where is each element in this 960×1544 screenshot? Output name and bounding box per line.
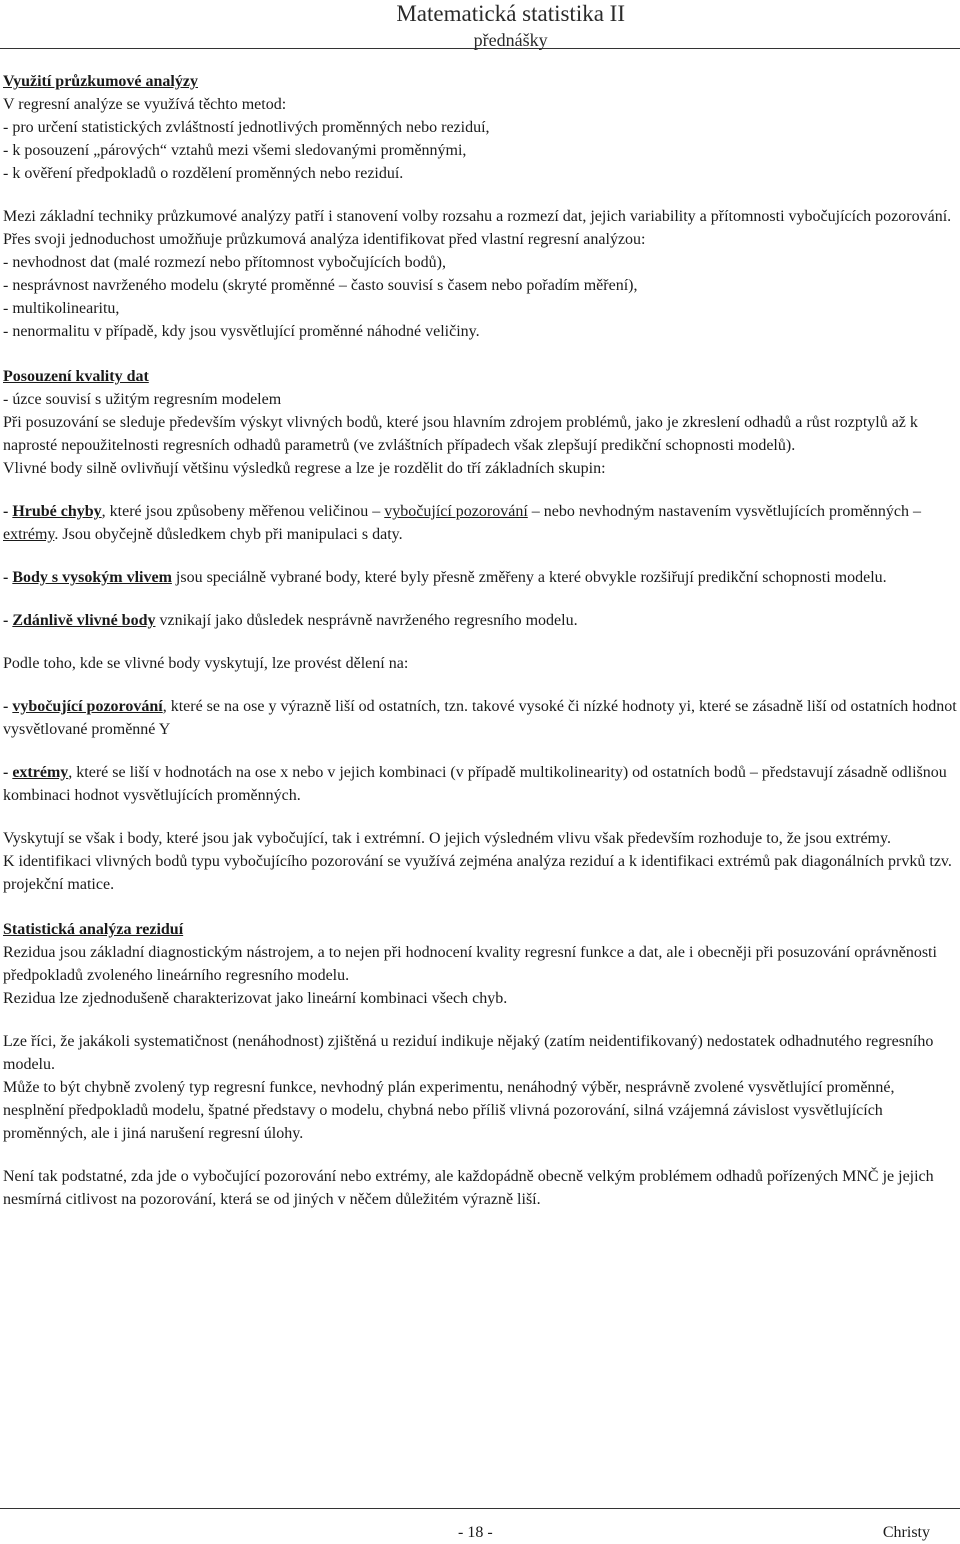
paragraph: Podle toho, kde se vlivné body vyskytují, lze provést dělení na: [3,655,409,672]
list-item: - k posouzení „párových“ vztahů mezi všemi sledovanými proměnnými, [3,142,467,159]
footer-author: Christy [882,1524,930,1541]
section-heading: Posouzení kvality dat [3,368,149,385]
term: Hrubé chyby [12,503,102,520]
division-item: - extrémy, které se liší v hodnotách na ose x nebo v jejich kombinaci (v případě multikolinearity) od ostatních bodů – představují zásadně odlišnou kombinaci hodnot vysvětlujících proměnných. [3,764,947,804]
paragraph: Mezi základní techniky průzkumové analýzy patří i stanovení volby rozsahu a rozmezí dat, jejich variability a přítomnosti vybočujících pozorování. [3,208,952,225]
footer-divider [0,1508,960,1509]
paragraph: Vyskytují se však i body, které jsou jak vybočující, tak i extrémní. O jejich výsledném vlivu však především rozhoduje to, že jsou extrémy. [3,830,891,847]
paragraph: Přes svoji jednoduchost umožňuje průzkumová analýza identifikovat před vlastní regresní analýzou: [3,231,646,248]
section-heading: Využití průzkumové analýzy [3,73,198,90]
paragraph: Vlivné body silně ovlivňují většinu výsledků regrese a lze je rozdělit do tří základních skupin: [3,460,606,477]
header-subtitle: přednášky [473,30,548,50]
paragraph: V regresní analýze se využívá těchto metod: [3,96,287,113]
paragraph: Rezidua lze zjednodušeně charakterizovat jako lineární kombinaci všech chyb. [3,990,508,1007]
paragraph: Rezidua jsou základní diagnostickým nástrojem, a to nejen při hodnocení kvality regresní funkce a dat, ale i obecněji při posuzování oprávněnosti předpokladů zvoleného lineárního regresního modelu. [3,944,937,984]
page-header [396,0,625,51]
paragraph: Není tak podstatné, zda jde o vybočující pozorování nebo extrémy, ale každopádně obecně velkým problémem odhadů pořízených MNČ je jejich nesmírná citlivost na pozorování, která se od jiných v něčem důležitém výrazně liší. [3,1168,934,1208]
header-divider [0,48,960,49]
group-item: - Zdánlivě vlivné body vznikají jako důsledek nesprávně navrženého regresního modelu. [3,612,578,629]
header-title: Matematická statistika II [396,1,625,26]
term: vybočující pozorování [12,698,163,715]
group-item: - Body s vysokým vlivem jsou speciálně vybrané body, které byly přesně změřeny a které obvykle rozšiřují predikční schopnosti modelu. [3,569,887,586]
term: extrémy [12,764,69,781]
group-item: - Hrubé chyby, které jsou způsobeny měřenou veličinou – vybočující pozorování – nebo nevhodným nastavením vysvětlujících proměnných – extrémy. Jsou obyčejně důsledkem chyb při manipulaci s daty. [3,503,922,543]
list-item: - pro určení statistických zvláštností jednotlivých proměnných nebo reziduí, [3,119,490,136]
list-item: - nevhodnost dat (malé rozmezí nebo přítomnost vybočujících bodů), [3,254,446,271]
term-link: vybočující pozorování [384,503,528,520]
term-link: extrémy [3,526,55,543]
term: Body s vysokým vlivem [12,569,172,586]
paragraph: Lze říci, že jakákoli systematičnost (nenáhodnost) zjištěná u reziduí indikuje nějaký (zatím neidentifikovaný) nedostatek odhadnutého regresního modelu. [3,1033,934,1073]
document-body [3,70,958,1211]
term: Zdánlivě vlivné body [12,612,156,629]
list-item: - nenormalitu v případě, kdy jsou vysvětlující proměnné náhodné veličiny. [3,323,480,340]
paragraph: - úzce souvisí s užitým regresním modelem [3,391,282,408]
paragraph: Při posuzování se sleduje především výskyt vlivných bodů, které jsou hlavním zdrojem problémů, jako je zkreslení odhadů a růst rozptylů až k naprosté nepoužitelnosti regresních odhadů parametrů (ve zvláštních případech však zlepšují predikční schopnosti modelů). [3,414,918,454]
list-item: - multikolinearitu, [3,300,120,317]
division-item: - vybočující pozorování, které se na ose y výrazně liší od ostatních, tzn. takové vysoké či nízké hodnoty yi, které se zásadně liší od ostatních hodnot vysvětlované proměnné Y [3,698,957,738]
page-number: - 18 - [458,1524,493,1541]
list-item: - k ověření předpokladů o rozdělení proměnných nebo reziduí. [3,165,404,182]
section-heading: Statistická analýza reziduí [3,921,184,938]
list-item: - nesprávnost navrženého modelu (skryté proměnné – často souvisí s časem nebo pořadím měření), [3,277,638,294]
paragraph: K identifikaci vlivných bodů typu vybočujícího pozorování se využívá zejména analýza reziduí a k identifikaci extrémů pak diagonálních prvků tzv. projekční matice. [3,853,952,893]
paragraph: Může to být chybně zvolený typ regresní funkce, nevhodný plán experimentu, nenáhodný výběr, nesprávně zvolené vysvětlující proměnné, nesplnění předpokladů modelu, špatné představy o modelu, chybná nebo příliš vlivná pozorování, silná vzájemná závislost vysvětlujících proměnných, ale i jiná narušení regresní úlohy. [3,1079,895,1142]
